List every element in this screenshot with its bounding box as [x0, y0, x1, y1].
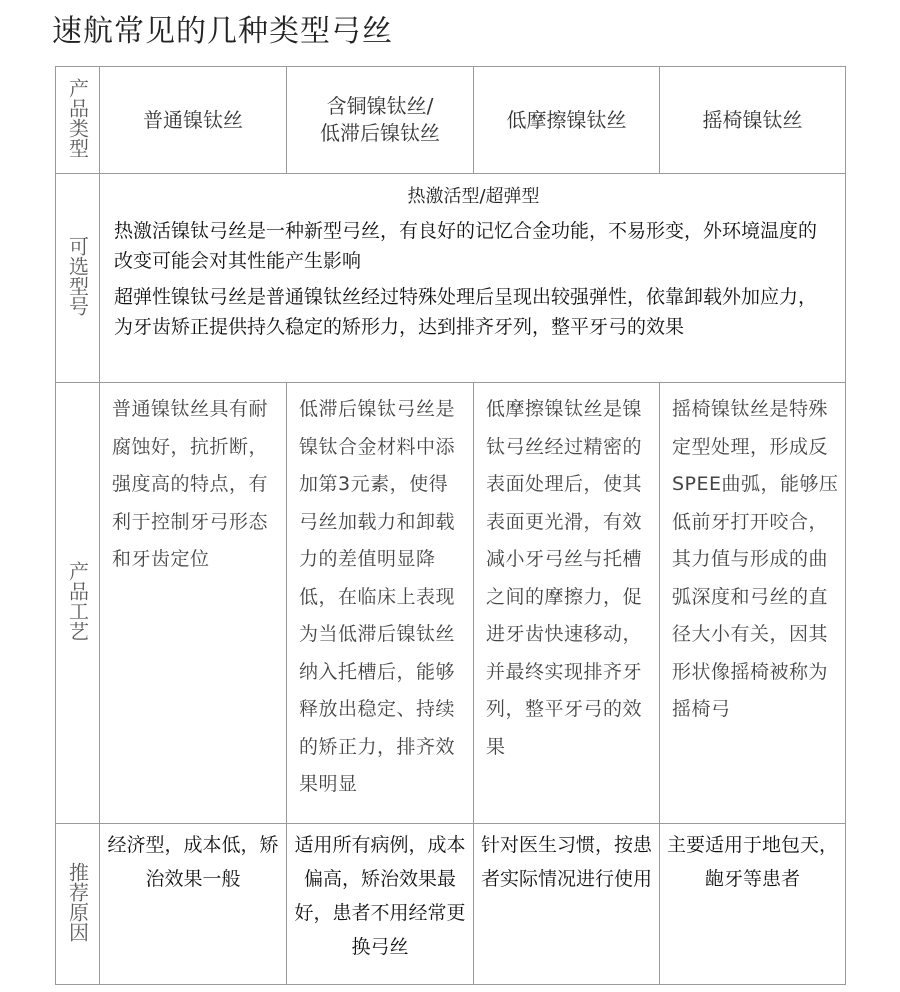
model-subtitle: 热激活型/超弹型 — [407, 186, 540, 207]
craft-cell: 普通镍钛丝具有耐腐蚀好，抗折断，强度高的特点，有利于控制牙弓形态和牙齿定位 — [100, 383, 287, 824]
type-cell-rocking-chair — [660, 67, 846, 174]
reason-cell: 主要适用于地包天，龅牙等患者 — [660, 824, 846, 985]
type-name-line2: 低滞后镍钛丝 — [320, 121, 440, 145]
row-header-craft — [56, 383, 100, 824]
type-name: 摇椅镍钛丝 — [702, 107, 803, 132]
type-cell-low-friction — [474, 67, 660, 174]
model-desc-thermal: 热激活镍钛弓丝是一种新型弓丝，有良好的记忆合金功能，不易形变，外环境温度的改变可能会对其性能产生影响 — [114, 220, 818, 272]
type-name: 普通镍钛丝 — [143, 107, 243, 132]
row-recommend-reason — [56, 824, 846, 985]
model-desc-superelastic: 超弹性镍钛弓丝是普通镍钛丝经过特殊处理后呈现出较强弹性，依靠卸载外加应力，为牙齿矫正提供持久稳定的矫形力，达到排齐牙列，整平牙弓的效果 — [114, 286, 818, 338]
row-optional-model — [56, 174, 846, 383]
row-header-type — [56, 67, 100, 174]
row-header-reason-label: 推荐原因 — [65, 862, 90, 942]
model-description-cell — [100, 174, 846, 383]
reason-cell: 针对医生习惯，按患者实际情况进行使用 — [474, 824, 660, 985]
reason-cell: 经济型，成本低，矫治效果一般 — [100, 824, 287, 985]
type-cell-regular — [100, 67, 287, 174]
reason-cell: 适用所有病例，成本偏高，矫治效果最好，患者不用经常更换弓丝 — [287, 824, 474, 985]
row-product-type — [56, 67, 846, 174]
row-header-model-label: 可选型号 — [65, 236, 90, 316]
row-header-craft-label: 产品工艺 — [65, 561, 90, 641]
page-title: 速航常见的几种类型弓丝 — [52, 14, 393, 49]
craft-cell: 低摩擦镍钛丝是镍钛弓丝经过精密的表面处理后，使其表面更光滑，有效减小牙弓丝与托槽之间的摩擦力，促进牙齿快速移动，并最终实现排齐牙列，整平牙弓的效果 — [474, 383, 660, 824]
type-cell-copper-low-hysteresis — [287, 67, 474, 174]
row-product-craft — [56, 383, 846, 824]
row-header-type-label: 产品类型 — [65, 78, 90, 158]
row-header-model — [56, 174, 100, 383]
type-name: 低摩擦镍钛丝 — [506, 107, 627, 132]
type-name-line1: 含铜镍钛丝/ — [326, 94, 434, 118]
archwire-comparison-table — [55, 66, 846, 985]
craft-cell: 摇椅镍钛丝是特殊定型处理，形成反SPEE曲弧，能够压低前牙打开咬合，其力值与形成的曲弧深度和弓丝的直径大小有关，因其形状像摇椅被称为摇椅弓 — [660, 383, 846, 824]
craft-cell: 低滞后镍钛弓丝是镍钛合金材料中添加第3元素，使得弓丝加载力和卸载力的差值明显降低，在临床上表现为当低滞后镍钛丝纳入托槽后，能够释放出稳定、持续的矫正力，排齐效果明显 — [287, 383, 474, 824]
row-header-reason — [56, 824, 100, 985]
